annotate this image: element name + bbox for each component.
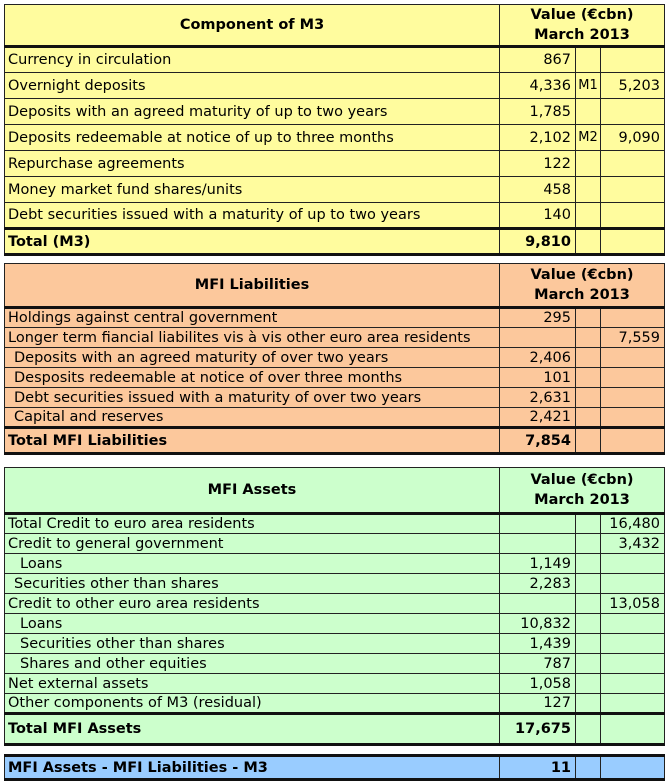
assets-header-row <box>5 468 665 514</box>
assets-row-subtotal <box>601 614 665 634</box>
assets-row-value: 1,149 <box>500 554 576 574</box>
assets-total-empty-cell <box>576 714 601 745</box>
m3-row-label: Overnight deposits <box>5 73 500 99</box>
m3-total-row <box>5 229 665 255</box>
liabilities-row <box>5 328 665 348</box>
assets-row-value: 1,058 <box>500 674 576 694</box>
assets-row-label: Credit to general government <box>5 534 500 554</box>
assets-row-label: Credit to other euro area residents <box>5 594 500 614</box>
m3-row-value: 2,102 <box>500 125 576 151</box>
m3-total-label: Total (M3) <box>5 229 500 255</box>
m3-row <box>5 151 665 177</box>
liabilities-value-header-line1: Value (€cbn) <box>530 267 634 283</box>
m3-total-empty-cell <box>601 229 665 255</box>
liabilities-row-value: 101 <box>500 368 576 388</box>
assets-row <box>5 614 665 634</box>
liabilities-row-empty <box>576 328 601 348</box>
m3-total-empty-cell <box>576 229 601 255</box>
liabilities-table <box>4 263 665 455</box>
m3-row <box>5 73 665 99</box>
assets-row-empty <box>576 634 601 654</box>
assets-row-label: Securities other than shares <box>5 634 500 654</box>
m3-table <box>4 4 665 256</box>
m3-row <box>5 99 665 125</box>
m3-row-label: Currency in circulation <box>5 47 500 73</box>
liabilities-row-subtotal <box>601 308 665 328</box>
m3-row-tag: M1 <box>576 73 601 99</box>
m3-row-subtotal <box>601 99 665 125</box>
assets-row <box>5 634 665 654</box>
m3-row <box>5 47 665 73</box>
liabilities-total-value: 7,854 <box>500 428 576 454</box>
liabilities-row-label: Capital and reserves <box>5 408 500 428</box>
assets-row-value: 787 <box>500 654 576 674</box>
m3-row-value: 1,785 <box>500 99 576 125</box>
liabilities-row-subtotal <box>601 348 665 368</box>
liabilities-row-subtotal: 7,559 <box>601 328 665 348</box>
liabilities-row-subtotal <box>601 408 665 428</box>
m3-row-label: Deposits redeemable at notice of up to three months <box>5 125 500 151</box>
liabilities-row-subtotal <box>601 388 665 408</box>
liabilities-total-empty-cell <box>601 428 665 454</box>
m3-row-tag: M2 <box>576 125 601 151</box>
liabilities-total-label: Total MFI Liabilities <box>5 428 500 454</box>
m3-row <box>5 125 665 151</box>
assets-row-subtotal <box>601 634 665 654</box>
liabilities-row-value: 295 <box>500 308 576 328</box>
assets-row-subtotal <box>601 654 665 674</box>
m3-row-subtotal: 9,090 <box>601 125 665 151</box>
assets-row-empty <box>576 554 601 574</box>
m3-row <box>5 203 665 229</box>
liabilities-row-empty <box>576 308 601 328</box>
liabilities-value-header <box>500 264 665 308</box>
m3-row-tag <box>576 151 601 177</box>
assets-row-label: Shares and other equities <box>5 654 500 674</box>
residual-label: MFI Assets - MFI Liabilities - M3 <box>5 756 500 780</box>
m3-row-value: 4,336 <box>500 73 576 99</box>
assets-row-subtotal: 3,432 <box>601 534 665 554</box>
assets-row-subtotal <box>601 554 665 574</box>
assets-value-header-line2: March 2013 <box>534 492 630 508</box>
assets-row <box>5 534 665 554</box>
assets-row-empty <box>576 614 601 634</box>
liabilities-row-value <box>500 328 576 348</box>
liabilities-row-label: Longer term fiancial liabilites vis à vis other euro area residents <box>5 328 500 348</box>
liabilities-header-row <box>5 264 665 308</box>
assets-row <box>5 594 665 614</box>
assets-row-value: 2,283 <box>500 574 576 594</box>
m3-value-header-line2: March 2013 <box>534 27 630 43</box>
assets-total-label: Total MFI Assets <box>5 714 500 745</box>
assets-row-empty <box>576 574 601 594</box>
liabilities-row-label: Deposits with an agreed maturity of over two years <box>5 348 500 368</box>
assets-row-empty <box>576 594 601 614</box>
assets-row-label: Loans <box>5 614 500 634</box>
liabilities-total-empty-cell <box>576 428 601 454</box>
assets-row-empty <box>576 654 601 674</box>
assets-row-empty <box>576 694 601 714</box>
m3-row-value: 867 <box>500 47 576 73</box>
assets-row-value <box>500 514 576 534</box>
m3-row-label: Deposits with an agreed maturity of up to two years <box>5 99 500 125</box>
m3-value-header-line1: Value (€cbn) <box>530 7 634 23</box>
m3-header-row <box>5 5 665 47</box>
m3-row-label: Debt securities issued with a maturity of up to two years <box>5 203 500 229</box>
assets-row <box>5 654 665 674</box>
assets-total-value: 17,675 <box>500 714 576 745</box>
m3-row-tag <box>576 47 601 73</box>
m3-row-tag <box>576 99 601 125</box>
residual-value: 11 <box>500 756 576 780</box>
m3-row-label: Repurchase agreements <box>5 151 500 177</box>
assets-row-value: 1,439 <box>500 634 576 654</box>
assets-row-value <box>500 534 576 554</box>
m3-row-subtotal <box>601 151 665 177</box>
assets-row-value: 127 <box>500 694 576 714</box>
assets-row-label: Other components of M3 (residual) <box>5 694 500 714</box>
m3-row-subtotal <box>601 47 665 73</box>
m3-row-value: 140 <box>500 203 576 229</box>
assets-value-header-line1: Value (€cbn) <box>530 472 634 488</box>
assets-row-label: Total Credit to euro area residents <box>5 514 500 534</box>
m3-total-value: 9,810 <box>500 229 576 255</box>
liabilities-total-row <box>5 428 665 454</box>
m3-row-subtotal <box>601 177 665 203</box>
m3-value-header <box>500 5 665 47</box>
liabilities-row <box>5 368 665 388</box>
m3-row-subtotal: 5,203 <box>601 73 665 99</box>
assets-row-subtotal <box>601 694 665 714</box>
assets-total-empty-cell <box>601 714 665 745</box>
m3-row-subtotal <box>601 203 665 229</box>
liabilities-row-empty <box>576 348 601 368</box>
assets-component-header: MFI Assets <box>5 468 500 514</box>
liabilities-component-header: MFI Liabilities <box>5 264 500 308</box>
assets-table <box>4 467 665 746</box>
liabilities-row-label: Debt securities issued with a maturity of over two years <box>5 388 500 408</box>
liabilities-row <box>5 388 665 408</box>
assets-row-value <box>500 594 576 614</box>
m3-row-value: 458 <box>500 177 576 203</box>
assets-row <box>5 694 665 714</box>
liabilities-row <box>5 408 665 428</box>
liabilities-row-label: Holdings against central government <box>5 308 500 328</box>
assets-row-subtotal: 13,058 <box>601 594 665 614</box>
m3-component-header: Component of M3 <box>5 5 500 47</box>
liabilities-row-empty <box>576 408 601 428</box>
liabilities-row-label: Desposits redeemable at notice of over three months <box>5 368 500 388</box>
liabilities-row-empty <box>576 368 601 388</box>
assets-row <box>5 674 665 694</box>
assets-row-subtotal: 16,480 <box>601 514 665 534</box>
assets-row-label: Securities other than shares <box>5 574 500 594</box>
m3-row <box>5 177 665 203</box>
m3-row-tag <box>576 203 601 229</box>
assets-row <box>5 554 665 574</box>
assets-row-subtotal <box>601 674 665 694</box>
liabilities-row-value: 2,406 <box>500 348 576 368</box>
assets-row-label: Loans <box>5 554 500 574</box>
liabilities-row-subtotal <box>601 368 665 388</box>
liabilities-row-value: 2,631 <box>500 388 576 408</box>
m3-row-tag <box>576 177 601 203</box>
residual-table <box>4 754 665 781</box>
residual-empty-cell <box>576 756 601 780</box>
assets-row-value: 10,832 <box>500 614 576 634</box>
liabilities-row <box>5 348 665 368</box>
residual-row <box>5 756 665 780</box>
assets-row-empty <box>576 534 601 554</box>
assets-row-empty <box>576 514 601 534</box>
assets-row-empty <box>576 674 601 694</box>
assets-value-header <box>500 468 665 514</box>
assets-row-label: Net external assets <box>5 674 500 694</box>
liabilities-row <box>5 308 665 328</box>
assets-total-row <box>5 714 665 745</box>
assets-row <box>5 514 665 534</box>
m3-row-value: 122 <box>500 151 576 177</box>
liabilities-row-value: 2,421 <box>500 408 576 428</box>
m3-row-label: Money market fund shares/units <box>5 177 500 203</box>
residual-empty-cell <box>601 756 665 780</box>
assets-row-subtotal <box>601 574 665 594</box>
assets-row <box>5 574 665 594</box>
liabilities-value-header-line2: March 2013 <box>534 287 630 303</box>
liabilities-row-empty <box>576 388 601 408</box>
